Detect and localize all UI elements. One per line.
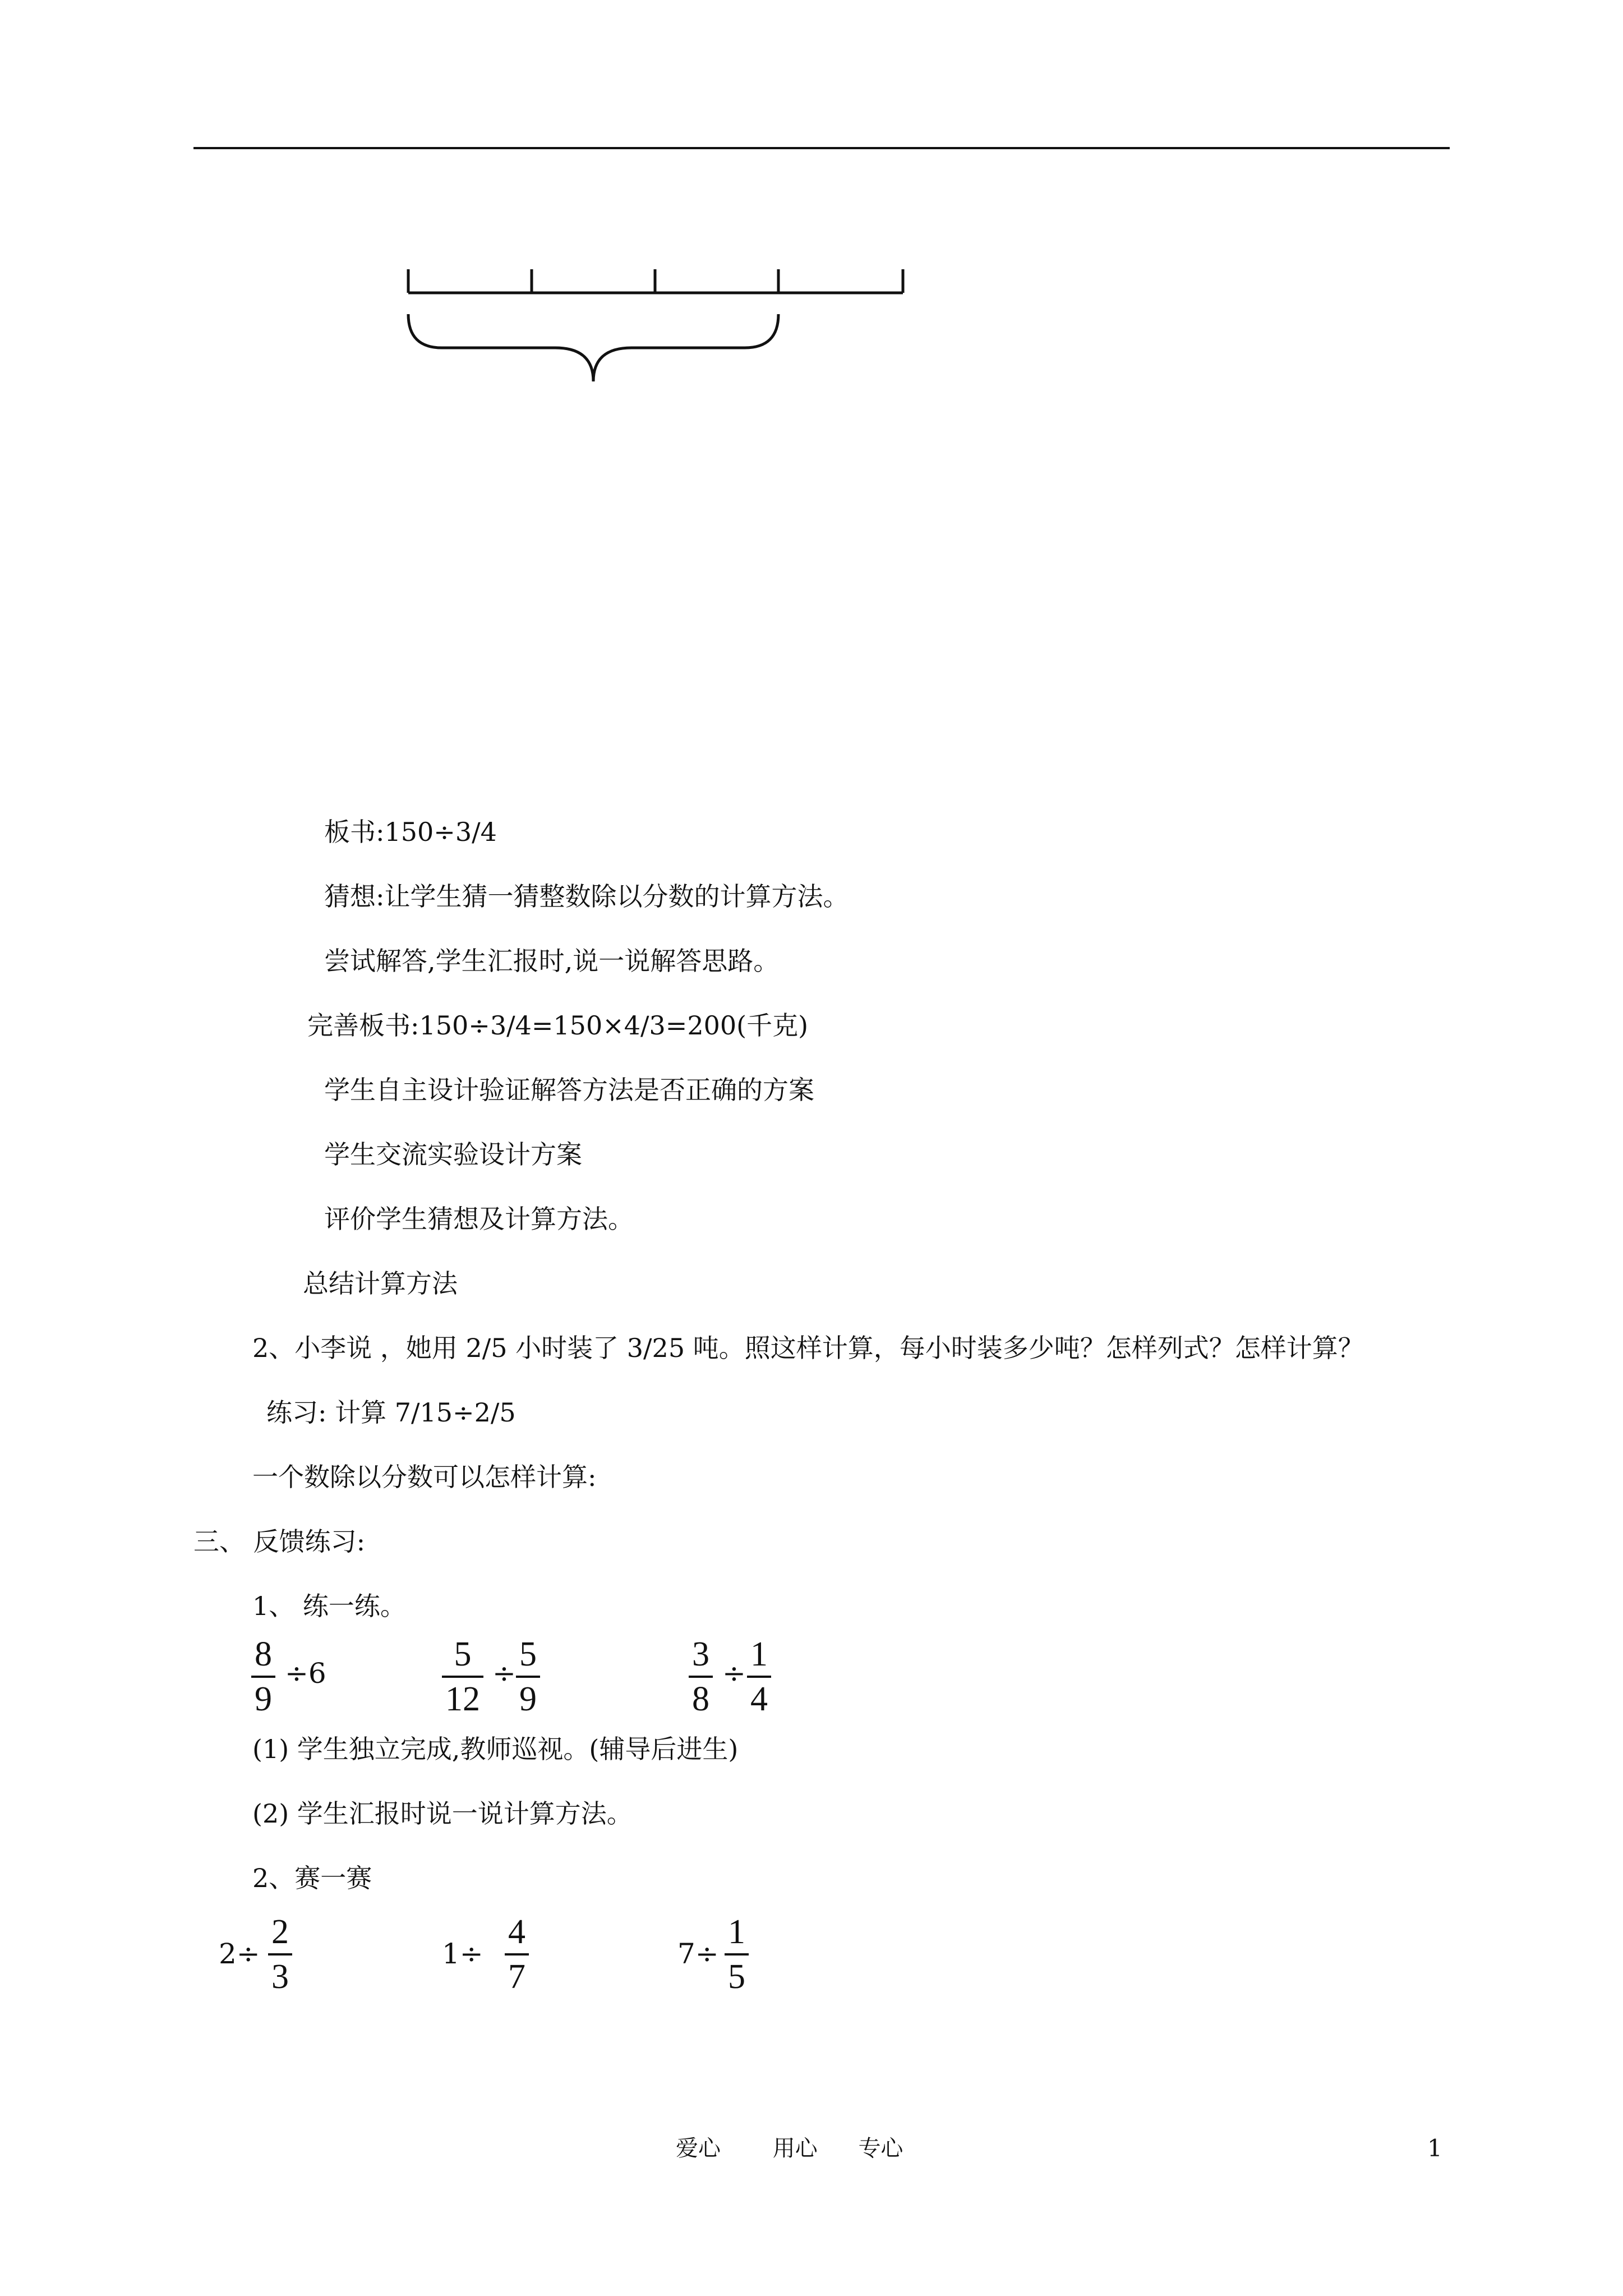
section-3-heading: 三、 反馈练习: — [193, 1526, 366, 1557]
fraction-numerator: 1 — [728, 1913, 745, 1951]
method-question-line: 一个数除以分数可以怎样计算: — [252, 1462, 597, 1492]
fraction-denominator: 7 — [508, 1958, 525, 1996]
operator: 2÷ — [219, 1938, 260, 1970]
exchange-plan-line: 学生交流实验设计方案 — [324, 1139, 582, 1170]
operator: ÷ — [492, 1657, 516, 1690]
guess-line: 猜想:让学生猜一猜整数除以分数的计算方法。 — [324, 881, 849, 912]
problem-2-line: 2、小李说 ，她用 2/5 小时装了 3/25 吨。照这样计算，每小时装多少吨？怎样列式？怎样计算？ — [252, 1333, 1364, 1363]
evaluate-line: 评价学生猜想及计算方法。 — [324, 1204, 634, 1234]
fraction-numerator: 5 — [454, 1635, 472, 1673]
operator: ÷ — [722, 1657, 746, 1690]
fraction-denominator: 5 — [728, 1958, 745, 1996]
contest-heading: 2、赛一赛 — [252, 1863, 372, 1893]
motto-word: 用心 — [772, 2136, 818, 2161]
operator: 7÷ — [677, 1938, 719, 1970]
segment-diagram — [393, 264, 920, 387]
fraction-numerator: 5 — [519, 1635, 537, 1673]
practice-1-heading: 1、 练一练。 — [252, 1591, 406, 1621]
motto-word: 爱心 — [676, 2136, 721, 2161]
fraction-denominator: 8 — [692, 1680, 709, 1718]
fraction-numerator: 1 — [750, 1635, 768, 1673]
operator: 1÷ — [442, 1938, 483, 1970]
fraction-denominator: 9 — [519, 1680, 537, 1718]
diagram-brace — [408, 314, 778, 381]
summary-line: 总结计算方法 — [303, 1268, 458, 1299]
fraction-numerator: 8 — [255, 1635, 272, 1673]
try-answer-line: 尝试解答,学生汇报时,说一说解答思路。 — [324, 946, 780, 976]
fraction-numerator: 3 — [692, 1635, 709, 1673]
step-1-line: (1) 学生独立完成,教师巡视。(辅导后进生) — [252, 1734, 739, 1764]
complete-board-line: 完善板书:150÷3/4=150×4/3=200(千克) — [307, 1010, 809, 1041]
motto-word: 专心 — [858, 2136, 903, 2161]
step-2-line: (2) 学生汇报时说一说计算方法。 — [252, 1798, 633, 1829]
fraction-denominator: 4 — [750, 1680, 768, 1718]
footer-motto — [676, 2134, 903, 2162]
page-number: 1 — [1427, 2134, 1442, 2162]
exercise-line: 练习: 计算 7/15÷2/5 — [266, 1397, 516, 1428]
operator: ÷6 — [285, 1657, 326, 1690]
fraction-denominator: 12 — [445, 1680, 480, 1718]
fraction-numerator: 4 — [508, 1913, 525, 1951]
fraction-numerator: 2 — [271, 1913, 289, 1951]
fraction-denominator: 3 — [271, 1958, 289, 1996]
fraction-denominator: 9 — [255, 1680, 272, 1718]
design-plan-line: 学生自主设计验证解答方法是否正确的方案 — [324, 1075, 814, 1105]
header-rule — [193, 147, 1450, 149]
board-writing: 板书:150÷3/4 — [324, 817, 497, 847]
